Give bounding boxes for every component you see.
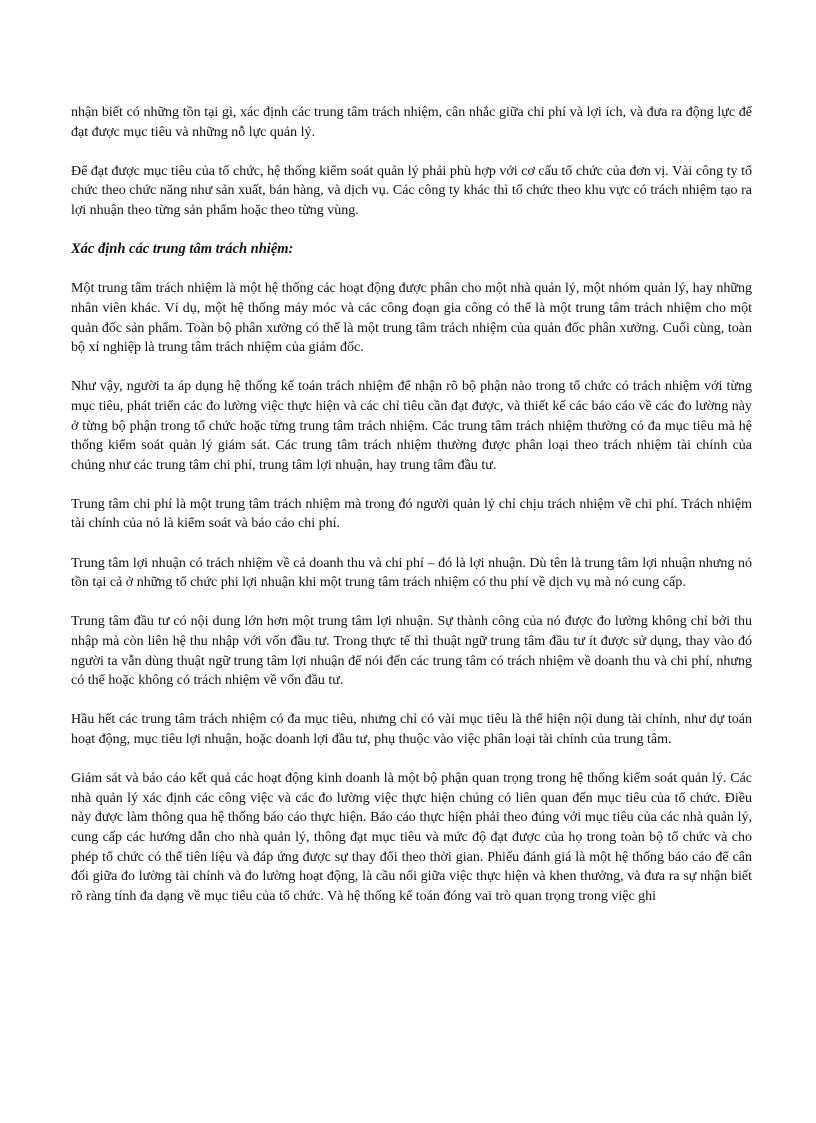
- paragraph-cost-center: Trung tâm chi phí là một trung tâm trách nhiệm mà trong đó người quản lý chỉ chịu trách nhiệm về chi phí. Trách nhiệm tài chính của nó là kiểm soát và báo cáo chi phí.: [71, 496, 752, 532]
- paragraph-responsibility-accounting: Như vậy, người ta áp dụng hệ thống kế toán trách nhiệm để nhận rõ bộ phận nào trong tổ chức có trách nhiệm với từng mục tiêu, phát triển các đo lường việc thực hiện và các chỉ tiêu cần đạt được, và thiết kế các báo cáo về các đo lường này ở từng bộ phận trong tổ chức hoặc từng trung tâm trách nhiệm. Các trung tâm trách nhiệm thường có đa mục tiêu mà hệ thống kiểm soát quản lý giám sát. Các trung tâm trách nhiệm thường được phân loại theo trách nhiệm tài chính của chúng như các trung tâm chi phí, trung tâm lợi nhuận, hay trung tâm đầu tư.: [71, 379, 752, 473]
- paragraph-profit-center: Trung tâm lợi nhuận có trách nhiệm về cả doanh thu và chi phí – đó là lợi nhuận. Dù tên là trung tâm lợi nhuận nhưng nó tồn tại cả ở những tổ chức phi lợi nhuận khi một trung tâm trách nhiệm có thu phí về dịch vụ mà nó cung cấp.: [71, 555, 752, 591]
- paragraph-investment-center: Trung tâm đầu tư có nội dung lớn hơn một trung tâm lợi nhuận. Sự thành công của nó được đo lường không chỉ bởi thu nhập mà còn liên hệ thu nhập với vốn đầu tư. Trong thực tế thì thuật ngữ trung tâm đầu tư ít được sử dụng, thay vào đó người ta vẫn dùng thuật ngữ trung tâm lợi nhuận để nói đến các trung tâm có trách nhiệm về doanh thu và chi phí, nhưng có thể hoặc không có trách nhiệm về vốn đầu tư.: [71, 614, 752, 689]
- paragraph-responsibility-center: Một trung tâm trách nhiệm là một hệ thống các hoạt động được phân cho một nhà quản lý, một nhóm quản lý, hay những nhân viên khác. Ví dụ, một hệ thống máy móc và các công đoạn gia công có thể là một trung tâm trách nhiệm cho một quản đốc sản phẩm. Toàn bộ phân xưởng có thể là một trung tâm trách nhiệm của quản đốc phân xưởng. Cuối cùng, toàn bộ xí nghiệp là trung tâm trách nhiệm của giám đốc.: [71, 281, 752, 356]
- paragraph-multiple-objectives: Hầu hết các trung tâm trách nhiệm có đa mục tiêu, nhưng chỉ có vài mục tiêu là thể hiện nội dung tài chính, như dự toán hoạt động, mục tiêu lợi nhuận, hoặc doanh lợi đầu tư, phụ thuộc vào việc phân loại tài chính của trung tâm.: [71, 712, 752, 747]
- paragraph-monitoring-reporting: Giám sát và báo cáo kết quả các hoạt động kinh doanh là một bộ phận quan trọng trong hệ thống kiểm soát quản lý. Các nhà quản lý xác định các công việc và các đo lường việc thực hiện chúng có liên quan đến mục tiêu của tổ chức. Điều này được làm thông qua hệ thống báo cáo thực hiện. Báo cáo thực hiện phải theo đúng với mục tiêu của các nhà quản lý, cung cấp các hướng dẫn cho nhà quản lý, thông đạt mục tiêu và mức độ đạt được của họ trong toàn bộ tổ chức và cho phép tổ chức có thể tiên liệu và đáp ứng được sự thay đổi theo thời gian. Phiếu đánh giá là một hệ thống báo cáo để cân đối giữa đo lường tài chính và đo lường hoạt động, là cầu nối giữa việc thực hiện và khen thưởng, và đưa ra sự nhận biết rõ ràng tính đa dạng về mục tiêu của tổ chức. Và hệ thống kế toán đóng vai trò quan trọng trong việc ghi: [71, 771, 752, 904]
- paragraph-intro: nhận biết có những tồn tại gì, xác định các trung tâm trách nhiệm, cân nhắc giữa chi phí và lợi ích, và đưa ra động lực để đạt được mục tiêu và những nỗ lực quản lý.: [71, 105, 752, 140]
- paragraph-organization: Để đạt được mục tiêu của tổ chức, hệ thống kiểm soát quản lý phải phù hợp với cơ cấu tổ chức của đơn vị. Vài công ty tổ chức theo chức năng như sản xuất, bán hàng, và dịch vụ. Các công ty khác thì tổ chức theo khu vực có trách nhiệm tạo ra lợi nhuận theo từng sản phẩm hoặc theo từng vùng.: [71, 163, 752, 218]
- section-heading: Xác định các trung tâm trách nhiệm:: [71, 241, 294, 258]
- document-page: [71, 103, 752, 926]
